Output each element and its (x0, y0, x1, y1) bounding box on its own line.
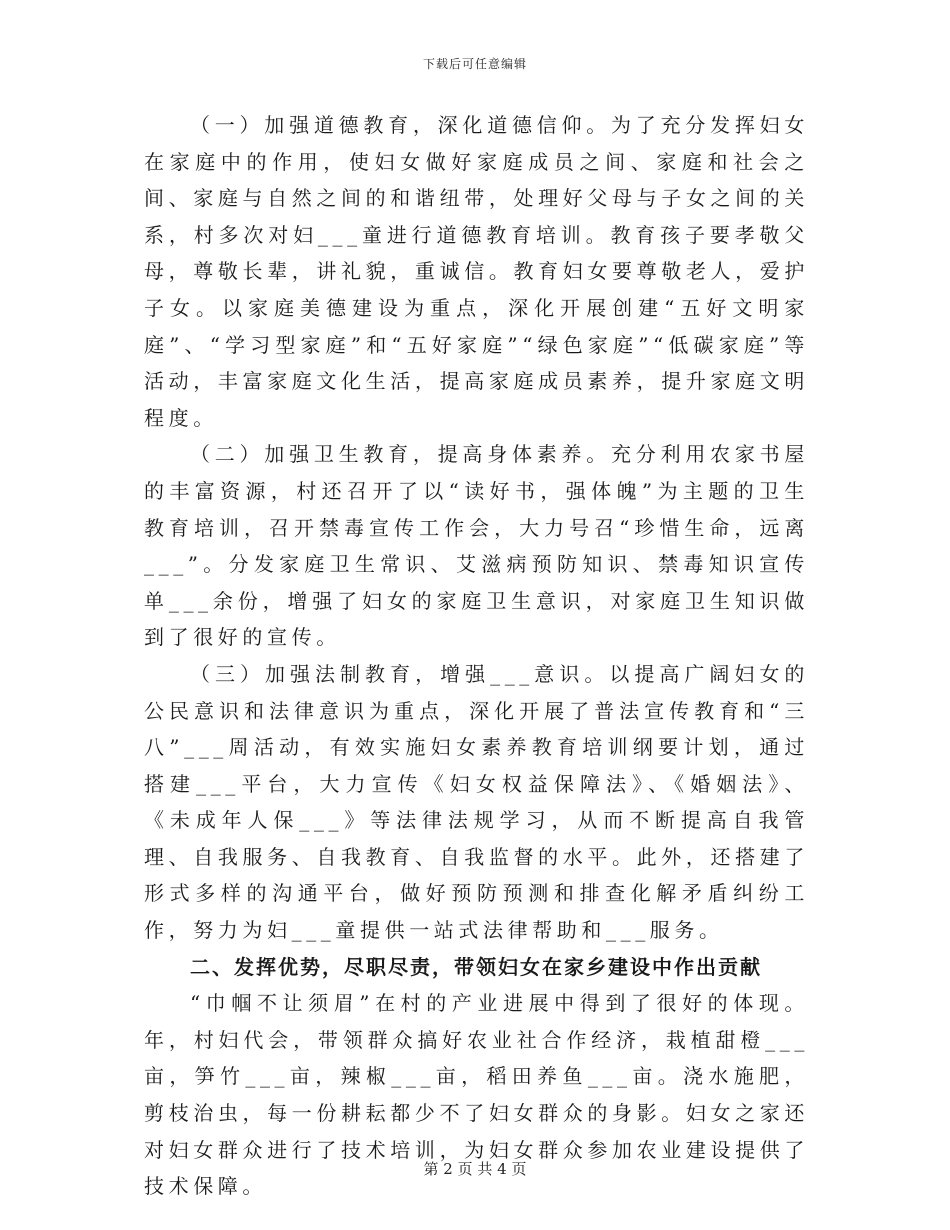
paragraph-health-education: （二）加强卫生教育，提高身体素养。充分利用农家书屋的丰富资源，村还召开了以“读好书，强体魄”为主题的卫生教育培训，召开禁毒宣传工作会，大力号召“珍惜生命，远离___”。分发家庭卫生常识、艾滋病预防知识、禁毒知识宣传单___余份，增强了妇女的家庭卫生意识，对家庭卫生知识做到了很好的宣传。 (144, 442, 809, 650)
section-heading: 二、发挥优势，尽职尽责，带领妇女在家乡建设中作出贡献 (190, 954, 762, 979)
document-body (144, 107, 809, 1205)
page-number-footer: 第 2 页 共 4 页 (423, 1160, 527, 1178)
paragraph-moral-education: （一）加强道德教育，深化道德信仰。为了充分发挥妇女在家庭中的作用，使妇女做好家庭成员之间、家庭和社会之间、家庭与自然之间的和谐纽带，处理好父母与子女之间的关系，村多次对妇___童进行道德教育培训。教育孩子要孝敬父母，尊敬长辈，讲礼貌，重诚信。教育妇女要尊敬老人，爱护子女。以家庭美德建设为重点，深化开展创建“五好文明家庭”、“学习型家庭”和“五好家庭”“绿色家庭”“低碳家庭”等活动，丰富家庭文化生活，提高家庭成员素养，提升家庭文明程度。 (144, 113, 809, 430)
paragraph-industry-development: “巾帼不让须眉”在村的产业进展中得到了很好的体现。年，村妇代会，带领群众搞好农业社合作经济，栽植甜橙___亩，笋竹___亩，辣椒___亩，稻田养鱼___亩。浇水施肥，剪枝治虫，每一份耕耘都少不了妇女群众的身影。妇女之家还对妇女群众进行了技术培训，为妇女群众参加农业建设提供了技术保障。 (144, 991, 809, 1199)
page-header-note: 下载后可任意编辑 (422, 57, 527, 71)
paragraph-legal-education: （三）加强法制教育，增强___意识。以提高广阔妇女的公民意识和法律意识为重点，深化开展了普法宣传教育和“三八”___周活动，有效实施妇女素养教育培训纲要计划，通过搭建___平台，大力宣传《妇女权益保障法》、《婚姻法》、《未成年人保___》等法律法规学习，从而不断提高自我管理、自我服务、自我教育、自我监督的水平。此外，还搭建了形式多样的沟通平台，做好预防预测和排查化解矛盾纠纷工作，努力为妇___童提供一站式法律帮助和___服务。 (144, 661, 809, 943)
